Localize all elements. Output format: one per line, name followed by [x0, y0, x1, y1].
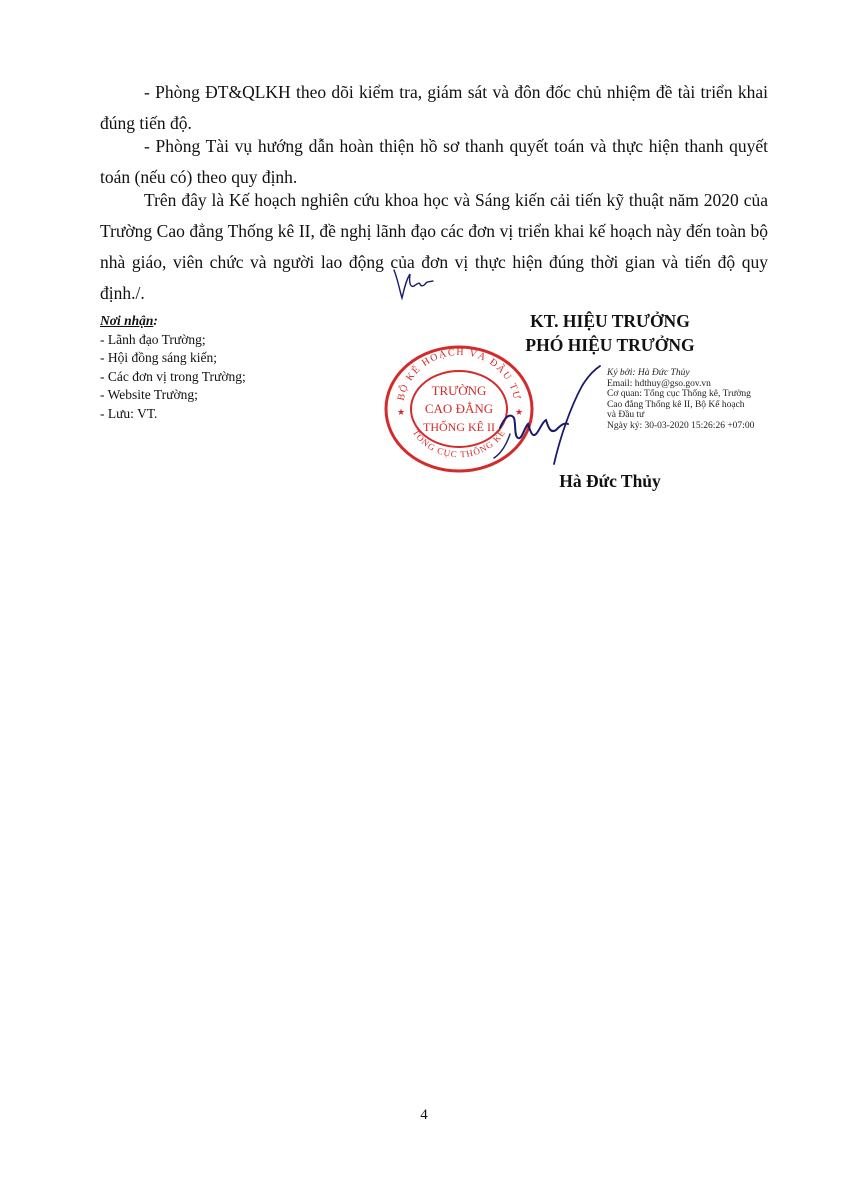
signer-title-line1: KT. HIỆU TRƯỞNG	[530, 311, 690, 331]
digital-signature-info	[607, 368, 807, 432]
svg-text:★: ★	[397, 407, 406, 417]
seal-line2: CAO ĐẲNG	[424, 401, 494, 416]
handwritten-signature-icon	[470, 358, 610, 468]
recipient-item: - Lưu: VT.	[100, 405, 158, 421]
recipient-item: - Website Trường;	[100, 387, 198, 402]
page-number: 4	[420, 1107, 428, 1123]
seal-line1: TRƯỜNG	[431, 383, 487, 398]
signer-name: Hà Đức Thủy	[559, 471, 661, 491]
recipient-item: - Các đơn vị trong Trường;	[100, 368, 246, 384]
digital-org-line1: Cơ quan: Tổng cục Thống kê, Trường	[607, 389, 751, 400]
paragraph-conclusion: Trên đây là Kế hoạch nghiên cứu khoa học và Sáng kiến cải tiến kỹ thuật năm 2020 của Trường Cao đẳng Thống kê II, đề nghị lãnh đạo các đơn vị triển khai kế hoạch này đến toàn bộ nhà giáo, viên chức và người lao động của đơn vị thực hiện đúng thời gian và tiến độ quy định./.	[100, 190, 768, 303]
seal-ring-text: BỘ KẾ HOẠCH VÀ ĐẦU TƯ	[395, 346, 523, 402]
initials-signature-icon	[390, 262, 436, 306]
digital-date: Ngày ký: 30-03-2020 15:26:26 +07:00	[607, 420, 755, 431]
recipient-item: - Hội đồng sáng kiến;	[100, 350, 217, 365]
digital-org-line3: và Đầu tư	[607, 410, 645, 421]
digital-email: Email: hdthuy@gso.gov.vn	[607, 378, 711, 389]
svg-text:★: ★	[515, 407, 524, 417]
recipient-item: - Lãnh đạo Trường;	[100, 331, 206, 347]
paragraph-tai-vu: - Phòng Tài vụ hướng dẫn hoàn thiện hồ sơ thanh quyết toán và thực hiện thanh quyết toán (nếu có) theo quy định.	[100, 136, 768, 187]
paragraph-dt-qlkh: - Phòng ĐT&QLKH theo dõi kiểm tra, giám sát và đôn đốc chủ nhiệm đề tài triển khai đúng tiến độ.	[100, 82, 768, 133]
seal-bottom-text: TỔNG CỤC THỐNG KÊ	[410, 427, 508, 460]
recipients-heading-colon: :	[153, 313, 158, 328]
recipients-heading: Nơi nhận	[100, 313, 154, 328]
seal-line3: THỐNG KÊ II	[423, 420, 495, 434]
digital-signed-by: Ký bởi: Hà Đức Thủy	[607, 368, 690, 378]
recipients-list	[100, 331, 340, 424]
recipients-block	[100, 312, 340, 423]
digital-org-line2: Cao đẳng Thống kê II, Bộ Kế hoạch	[607, 399, 745, 410]
signer-title-line2: PHÓ HIỆU TRƯỞNG	[525, 335, 695, 355]
